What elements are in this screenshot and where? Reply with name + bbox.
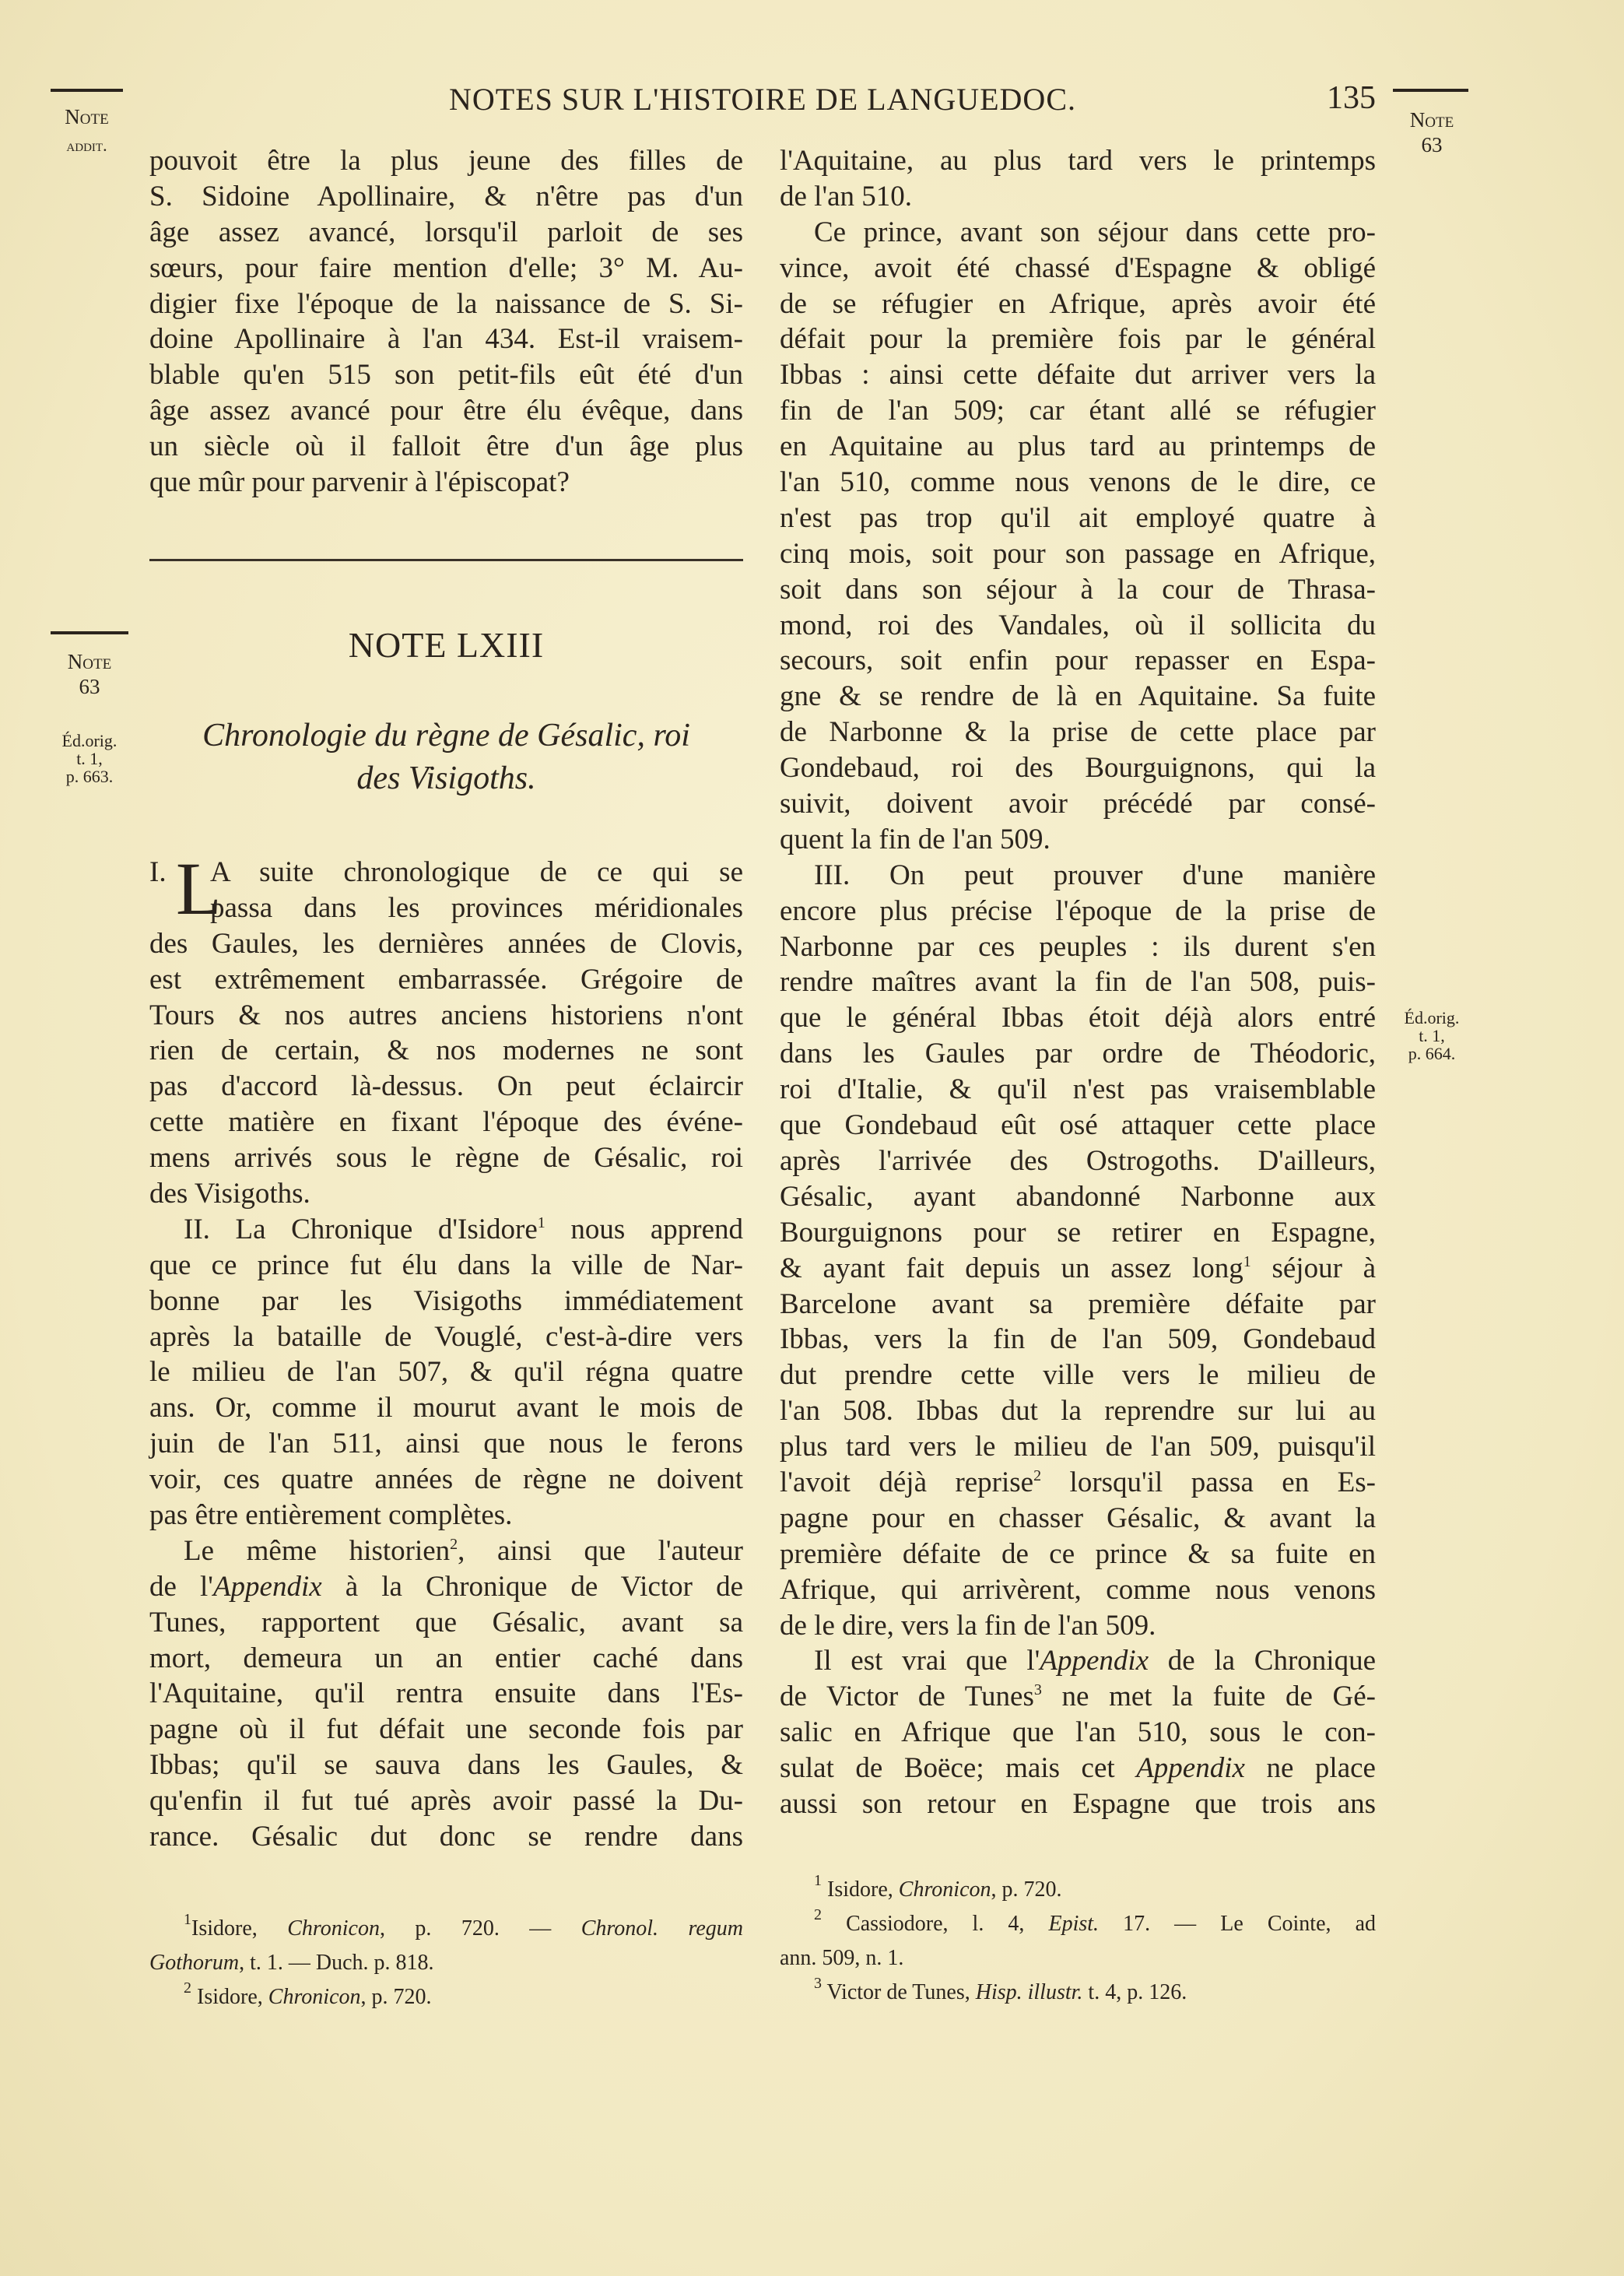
- footnote-line: [149, 1946, 743, 1980]
- text-run: séjour à: [1250, 1252, 1376, 1284]
- margin-note-label: Note: [67, 650, 112, 673]
- italic-text: Appendix: [1040, 1645, 1149, 1677]
- text-run: mens arrivés sous le règne de Gésalic, roi: [149, 1142, 743, 1175]
- text-run: Gésalic, ayant abandonné Narbonne aux: [780, 1180, 1376, 1213]
- text-line: [149, 429, 743, 465]
- text-line: [149, 1462, 743, 1498]
- text-run: cinq mois, soit pour son passage en Afrique,: [780, 537, 1376, 570]
- text-run: cette matière en fixant l'époque des événe-: [149, 1106, 743, 1139]
- text-run: plus tard vers le milieu de l'an 509, puisqu'il: [780, 1431, 1376, 1463]
- text-run: que mûr pour parvenir à l'épiscopat?: [149, 466, 570, 499]
- text-run: pouvoit être la plus jeune des filles de: [149, 145, 743, 177]
- text-line: [780, 501, 1376, 536]
- text-line: [780, 179, 1376, 215]
- text-run: des Visigoths.: [149, 1178, 310, 1210]
- section-divider: [149, 559, 743, 561]
- text-line: [149, 1140, 743, 1176]
- text-line: [149, 1319, 743, 1355]
- text-line: [780, 465, 1376, 501]
- text-line: [149, 215, 743, 251]
- footnote-marker: 2: [450, 1535, 458, 1553]
- margin-text: Éd.orig.: [61, 731, 118, 750]
- text-run: fin de l'an 509; car étant allé se réfugier: [780, 395, 1376, 427]
- text-run: ne met la fuite de Gé-: [1041, 1681, 1376, 1713]
- text-line: [149, 321, 743, 357]
- text-line: [780, 143, 1376, 179]
- text-line: [780, 215, 1376, 251]
- text-run: blable qu'en 515 son petit-fils eût été d'un: [149, 359, 743, 392]
- margin-note-number: 63: [79, 675, 100, 699]
- text-line: [149, 998, 743, 1034]
- text-run: de Victor de Tunes: [780, 1681, 1034, 1713]
- italic-text: Chronicon: [268, 1985, 361, 2009]
- footnote-line: [780, 1873, 1376, 1907]
- text-line: [149, 890, 743, 926]
- margin-text: p. 663.: [65, 767, 114, 787]
- right-footnotes: [780, 1873, 1376, 2010]
- text-line: [149, 1176, 743, 1212]
- text-line: [780, 357, 1376, 393]
- text-line: [780, 1143, 1376, 1179]
- text-line: [780, 1179, 1376, 1215]
- text-run: de l'an 510.: [780, 180, 913, 212]
- text-run: , p. 720.: [991, 1877, 1062, 1902]
- text-line: [149, 179, 743, 215]
- text-run: l'avoit déjà reprise: [780, 1466, 1034, 1498]
- text-run: Narbonne par ces peuples : ils durent s'en: [780, 930, 1376, 963]
- text-line: [149, 143, 743, 179]
- text-run: l'Aquitaine, qu'il rentra ensuite dans l'Es-: [149, 1677, 743, 1710]
- text-line: [149, 1819, 743, 1855]
- text-run: bonne par les Visigoths immédiatement: [149, 1284, 743, 1317]
- running-header: NOTES SUR L'HISTOIRE DE LANGUEDOC.: [448, 82, 1076, 117]
- margin-note-label: Note: [65, 105, 109, 128]
- footnote-marker: 2: [184, 1979, 191, 1997]
- text-line: [149, 1641, 743, 1677]
- footnote-line: [149, 1980, 743, 2014]
- text-line: [780, 1108, 1376, 1143]
- text-line: [149, 1498, 743, 1533]
- text-run: après l'arrivée des Ostrogoths. D'ailleurs,: [780, 1144, 1376, 1177]
- text-line: [780, 393, 1376, 429]
- text-run: , p. 720.: [360, 1985, 432, 2009]
- text-run: à la Chronique de Victor de: [321, 1570, 743, 1603]
- text-run: Il est vrai que l': [814, 1645, 1040, 1677]
- text-run: voir, ces quatre années de règne ne doivent: [149, 1463, 743, 1496]
- text-run: t. 4, p. 126.: [1082, 1980, 1187, 2004]
- text-run: gne & se rendre de là en Aquitaine. Sa fuite: [780, 680, 1376, 713]
- text-line: [780, 894, 1376, 929]
- text-run: rance. Gésalic dut donc se rendre dans: [149, 1821, 743, 1853]
- margin-note-63: [43, 649, 136, 700]
- text-line: [149, 1284, 743, 1319]
- note-subtitle-line: Chronologie du règne de Gésalic, roi: [202, 718, 690, 753]
- text-run: Afrique, qui arrivèrent, comme nous venons: [780, 1573, 1376, 1606]
- text-run: passa dans les provinces méridionales: [210, 891, 743, 924]
- text-run: de la Chronique: [1149, 1645, 1376, 1677]
- text-line: [149, 1426, 743, 1462]
- text-run: défait pour la première fois par le général: [780, 323, 1376, 356]
- text-line: [780, 750, 1376, 786]
- text-run: ans. Or, comme il mourut avant le mois de: [149, 1392, 743, 1424]
- text-line: [149, 1569, 743, 1605]
- text-line: [149, 465, 743, 501]
- italic-text: Appendix: [1136, 1752, 1245, 1785]
- footnote-line: [780, 1941, 1376, 1976]
- text-line: [149, 1354, 743, 1390]
- text-run: , ainsi que l'auteur: [458, 1534, 743, 1567]
- text-line: [149, 1747, 743, 1783]
- text-run: mort, demeura un an entier caché dans: [149, 1642, 743, 1674]
- text-run: nous apprend: [545, 1213, 743, 1245]
- text-line: [149, 286, 743, 322]
- text-run: secours, soit enfin pour repasser en Espa-: [780, 645, 1376, 677]
- margin-text: t. 1,: [76, 749, 103, 769]
- text-line: [149, 357, 743, 393]
- text-line: [780, 822, 1376, 858]
- text-run: Ibbas : ainsi cette défaite dut arriver vers la: [780, 359, 1376, 392]
- footnote-marker: 2: [814, 1906, 822, 1923]
- text-run: de se réfugier en Afrique, après avoir été: [780, 287, 1376, 320]
- margin-note-label: addit.: [66, 135, 107, 156]
- text-line: [780, 1072, 1376, 1108]
- text-line: [780, 1679, 1376, 1715]
- text-line: [780, 286, 1376, 322]
- text-line: [149, 1069, 743, 1105]
- text-run: après la bataille de Vouglé, c'est-à-dire vers: [149, 1320, 743, 1353]
- text-run: est extrêmement embarrassée. Grégoire de: [149, 963, 743, 996]
- section-number: I.: [149, 856, 167, 888]
- text-run: l'Aquitaine, au plus tard vers le printemps: [780, 145, 1376, 177]
- text-line: [780, 1537, 1376, 1572]
- text-line: [149, 251, 743, 286]
- footnote-line: [149, 1912, 743, 1946]
- text-line: [780, 929, 1376, 965]
- text-run: roi d'Italie, & qu'il n'est pas vraisemblable: [780, 1073, 1376, 1106]
- text-run: salic en Afrique que l'an 510, sous le con-: [780, 1716, 1376, 1749]
- text-line: [149, 1533, 743, 1569]
- text-line: [780, 1287, 1376, 1322]
- text-line: [780, 1251, 1376, 1287]
- text-run: aussi son retour en Espagne que trois ans: [780, 1787, 1376, 1820]
- margin-note-label: Note: [1409, 108, 1454, 132]
- text-line: [149, 1248, 743, 1284]
- text-line: [780, 1036, 1376, 1072]
- text-run: doine Apollinaire à l'an 434. Est-il vraisem-: [149, 323, 743, 356]
- text-line: [149, 962, 743, 998]
- italic-text: Epist.: [1048, 1912, 1100, 1936]
- text-line: [149, 1783, 743, 1819]
- text-line: [780, 251, 1376, 286]
- margin-note-addit: [43, 104, 131, 156]
- text-run: sœurs, pour faire mention d'elle; 3° M. Au-: [149, 251, 743, 284]
- text-run: première défaite de ce prince & sa fuite en: [780, 1537, 1376, 1570]
- footnote-line: [780, 1976, 1376, 2010]
- text-run: 17. — Le Cointe, ad: [1099, 1912, 1376, 1936]
- text-run: S. Sidoine Apollinaire, & n'être pas d'un: [149, 180, 743, 212]
- text-run: Bourguignons pour se retirer en Espagne,: [780, 1216, 1376, 1249]
- text-run: pas d'accord là-dessus. On peut éclaircir: [149, 1070, 743, 1103]
- text-run: âge assez avancé, lorsqu'il parloit de ses: [149, 216, 743, 248]
- left-column-continuation: [149, 143, 743, 501]
- text-run: de le dire, vers la fin de l'an 509.: [780, 1609, 1156, 1642]
- text-run: dans les Gaules par ordre de Théodoric,: [780, 1038, 1376, 1070]
- text-run: , t. 1. — Duch. p. 818.: [239, 1951, 434, 1975]
- text-run: encore plus précise l'époque de la prise de: [780, 894, 1376, 927]
- text-run: en Aquitaine au plus tard au printemps de: [780, 430, 1376, 463]
- margin-text: Éd.orig.: [1404, 1008, 1460, 1027]
- text-run: Isidore,: [191, 1916, 288, 1941]
- margin-rule: [1393, 89, 1468, 92]
- text-run: sulat de Boëce; mais cet: [780, 1752, 1137, 1785]
- text-line: [149, 1105, 743, 1140]
- text-run: Tunes, rapportent que Gésalic, avant sa: [149, 1606, 743, 1639]
- text-run: digier fixe l'époque de la naissance de S. Si-: [149, 287, 743, 320]
- text-run: A suite chronologique de ce qui se: [210, 856, 743, 888]
- footnote-marker: 1: [814, 1872, 822, 1889]
- text-line: [780, 715, 1376, 750]
- text-line: [780, 1715, 1376, 1751]
- text-run: l'an 510, comme nous venons de le dire, ce: [780, 466, 1376, 499]
- text-run: pagne où il fut défait une seconde fois par: [149, 1713, 743, 1746]
- text-run: pas être entièrement complètes.: [149, 1499, 513, 1532]
- text-line: [780, 1751, 1376, 1786]
- text-run: Victor de Tunes,: [822, 1980, 976, 2004]
- footnote-marker: 1: [1243, 1252, 1251, 1270]
- text-run: le milieu de l'an 507, & qu'il régna quatre: [149, 1356, 743, 1389]
- drop-cap: L: [176, 847, 222, 930]
- text-run: que le général Ibbas étoit déjà alors entré: [780, 1002, 1376, 1034]
- text-run: n'est pas trop qu'il ait employé quatre à: [780, 501, 1376, 534]
- text-run: , p. 720. —: [379, 1916, 581, 1941]
- text-run: III. On peut prouver d'une manière: [814, 859, 1376, 891]
- text-line: [780, 964, 1376, 1000]
- text-run: qu'enfin il fut tué après avoir passé la Du-: [149, 1785, 743, 1818]
- note-subtitle-line: des Visigoths.: [356, 760, 536, 796]
- text-run: Ibbas; qu'il se sauva dans les Gaules, &: [149, 1749, 743, 1782]
- footnote-marker: 3: [1033, 1681, 1042, 1699]
- text-run: dut prendre cette ville vers le milieu de: [780, 1359, 1376, 1392]
- text-run: rendre maîtres avant la fin de l'an 508, puis-: [780, 966, 1376, 999]
- text-run: Le même historien: [184, 1534, 451, 1567]
- italic-text: Hisp. illustr.: [975, 1980, 1083, 2004]
- left-column-body: [149, 847, 743, 1855]
- text-run: lorsqu'il passa en Es-: [1041, 1466, 1376, 1498]
- text-run: un siècle où il falloit être d'un âge plus: [149, 430, 743, 463]
- text-run: suivit, doivent avoir précédé par consé-: [780, 788, 1376, 820]
- text-line: [780, 1215, 1376, 1251]
- text-run: vince, avoit été chassé d'Espagne & obligé: [780, 251, 1376, 284]
- text-line: [780, 643, 1376, 679]
- text-line: [149, 1676, 743, 1712]
- text-line: [780, 786, 1376, 822]
- footnote-marker: 2: [1033, 1466, 1042, 1484]
- text-run: mond, roi des Vandales, où il sollicita du: [780, 609, 1376, 641]
- text-run: Barcelone avant sa première défaite par: [780, 1287, 1376, 1320]
- italic-text: Chronol. regum: [581, 1916, 743, 1941]
- text-run: Isidore,: [822, 1877, 899, 1902]
- footnote-marker: 1: [537, 1214, 545, 1231]
- text-line: [780, 858, 1376, 894]
- right-column-body: [780, 143, 1376, 1822]
- text-run: Isidore,: [191, 1985, 268, 2009]
- text-run: Tours & nos autres anciens historiens n'ont: [149, 999, 743, 1031]
- text-run: quent la fin de l'an 509.: [780, 823, 1051, 855]
- footnote-line: [780, 1907, 1376, 1941]
- text-line: [780, 1608, 1376, 1644]
- text-run: Cassiodore, l. 4,: [822, 1912, 1049, 1936]
- text-run: Ce prince, avant son séjour dans cette pro-: [814, 216, 1376, 248]
- text-line: [780, 1393, 1376, 1429]
- text-run: Ibbas, vers la fin de l'an 509, Gondebaud: [780, 1323, 1376, 1356]
- text-line: [149, 1390, 743, 1426]
- text-line: [780, 429, 1376, 465]
- text-run: l'an 508. Ibbas dut la reprendre sur lui au: [780, 1395, 1376, 1428]
- text-line: [780, 572, 1376, 608]
- text-line: [780, 1322, 1376, 1358]
- text-run: de Narbonne & la prise de cette place par: [780, 716, 1376, 749]
- italic-text: Appendix: [212, 1570, 322, 1603]
- text-line: [149, 1712, 743, 1747]
- italic-text: Chronicon: [287, 1916, 380, 1941]
- text-run: pagne pour en chasser Gésalic, & avant la: [780, 1502, 1376, 1534]
- text-run: âge assez avancé pour être élu évêque, dans: [149, 395, 743, 427]
- text-run: & ayant fait depuis un assez long: [780, 1252, 1243, 1284]
- text-run: rien de certain, & nos modernes ne sont: [149, 1034, 743, 1067]
- text-line: [149, 926, 743, 962]
- text-run: de l': [149, 1570, 213, 1603]
- margin-ed-orig-left: [43, 732, 136, 785]
- margin-rule: [51, 89, 123, 92]
- text-run: des Gaules, les dernières années de Clovis,: [149, 927, 743, 960]
- margin-note-63-right: [1385, 107, 1478, 158]
- text-line: [780, 1429, 1376, 1465]
- text-run: Gondebaud, roi des Bourguignons, qui la: [780, 752, 1376, 785]
- text-line: [780, 679, 1376, 715]
- italic-text: Chronicon: [898, 1877, 991, 1902]
- text-run: ann. 509, n. 1.: [780, 1946, 904, 1970]
- text-line: [149, 393, 743, 429]
- text-line: [780, 321, 1376, 357]
- left-footnotes: [149, 1912, 743, 2014]
- note-title: NOTE LXIII: [348, 625, 545, 665]
- page-number: 135: [1327, 80, 1376, 116]
- text-line: [780, 1465, 1376, 1501]
- margin-text: p. 664.: [1408, 1044, 1456, 1064]
- text-run: juin de l'an 511, ainsi que nous le ferons: [149, 1428, 743, 1460]
- italic-text: Gothorum: [149, 1951, 240, 1975]
- text-line: [780, 1643, 1376, 1679]
- text-line: [780, 536, 1376, 572]
- text-line: [780, 1000, 1376, 1036]
- footnote-marker: 1: [184, 1911, 191, 1928]
- text-line: [780, 1358, 1376, 1393]
- text-line: [780, 1786, 1376, 1822]
- text-line: [780, 1501, 1376, 1537]
- text-run: que ce prince fut élu dans la ville de Nar-: [149, 1249, 743, 1281]
- margin-note-number: 63: [1421, 133, 1443, 157]
- text-line: [149, 1033, 743, 1069]
- footnote-marker: 3: [814, 1975, 822, 1992]
- text-run: II. La Chronique d'Isidore: [184, 1213, 538, 1245]
- text-line: [149, 1212, 743, 1248]
- text-line: [780, 608, 1376, 644]
- text-line: [780, 1572, 1376, 1608]
- margin-rule: [51, 631, 128, 634]
- text-run: que Gondebaud eût osé attaquer cette place: [780, 1109, 1376, 1142]
- text-run: soit dans son séjour à la cour de Thrasa-: [780, 573, 1376, 606]
- text-line: [149, 1605, 743, 1641]
- margin-text: t. 1,: [1419, 1026, 1445, 1046]
- margin-ed-orig-right: [1385, 1009, 1478, 1062]
- text-run: ne place: [1244, 1752, 1376, 1785]
